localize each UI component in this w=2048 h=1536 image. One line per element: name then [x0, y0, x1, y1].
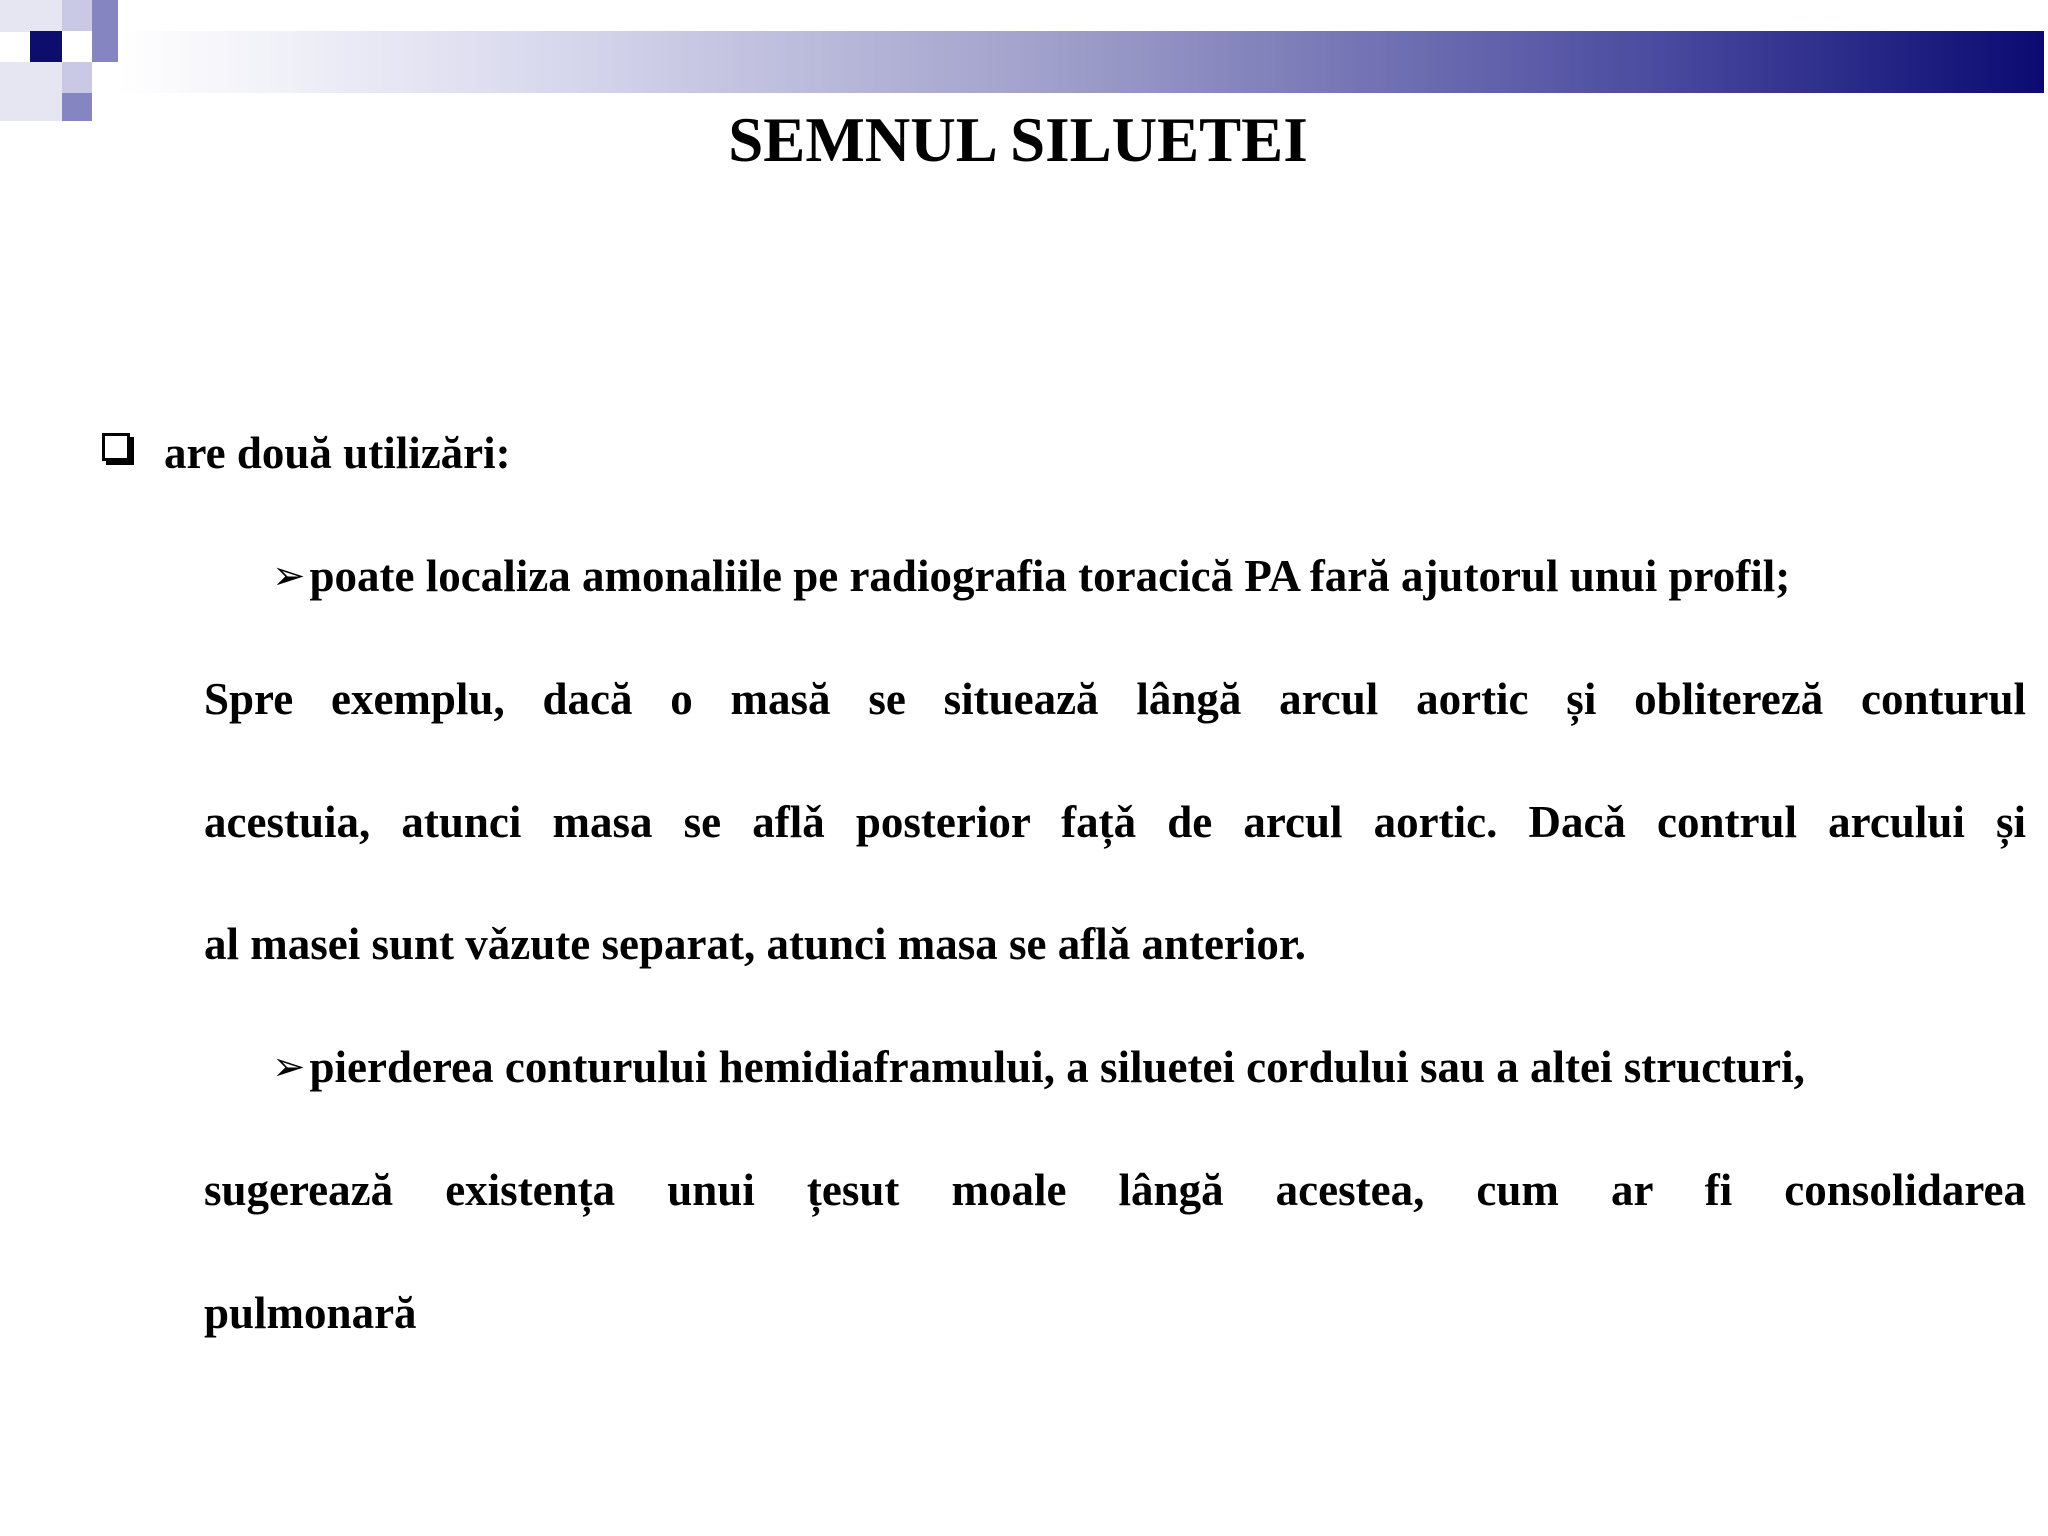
checkbox-icon — [102, 433, 130, 461]
corner-square-decoration — [92, 0, 118, 31]
sub-bullet-1-line-1: Spre exemplu, dacă o masă se situează lângă arcul aortic și oblitereză conturul — [204, 674, 2026, 724]
corner-square-decoration — [30, 31, 62, 62]
arrow-icon: ➢ — [272, 1044, 306, 1090]
header-gradient-bar — [118, 31, 2044, 93]
sub-bullet-2-line-1: sugerează existența unui țesut moale lângă acestea, cum ar fi consolidarea — [204, 1165, 2026, 1215]
sub-bullet-2 — [272, 1032, 1805, 1102]
sub-bullet-1 — [272, 541, 1790, 611]
sub-bullet-1-line-2: acestuia, atunci masa se aflǎ posterior fațǎ de arcul aortic. Dacǎ contrul arcului și — [204, 797, 2026, 847]
sub-bullet-1-first-line: poate localiza amonaliile pe radiografia toracică PA fară ajutorul unui profil; — [309, 551, 1791, 601]
sub-bullet-2-first-line: pierderea conturului hemidiaframului, a siluetei cordului sau a altei structuri, — [309, 1042, 1805, 1092]
sub-bullet-2-line-2: pulmonară — [204, 1288, 417, 1338]
slide-title: SEMNUL SILUETEI — [728, 105, 1308, 175]
corner-square-decoration — [62, 62, 92, 93]
sub-bullet-1-line-3: al masei sunt vǎzute separat, atunci masa se aflǎ anterior. — [204, 919, 1306, 969]
corner-square-decoration — [62, 0, 92, 31]
main-bullet — [102, 418, 511, 488]
arrow-icon: ➢ — [272, 553, 306, 599]
main-bullet-text: are două utilizări: — [164, 428, 511, 478]
corner-square-decoration — [0, 0, 62, 32]
corner-square-decoration — [92, 31, 118, 62]
